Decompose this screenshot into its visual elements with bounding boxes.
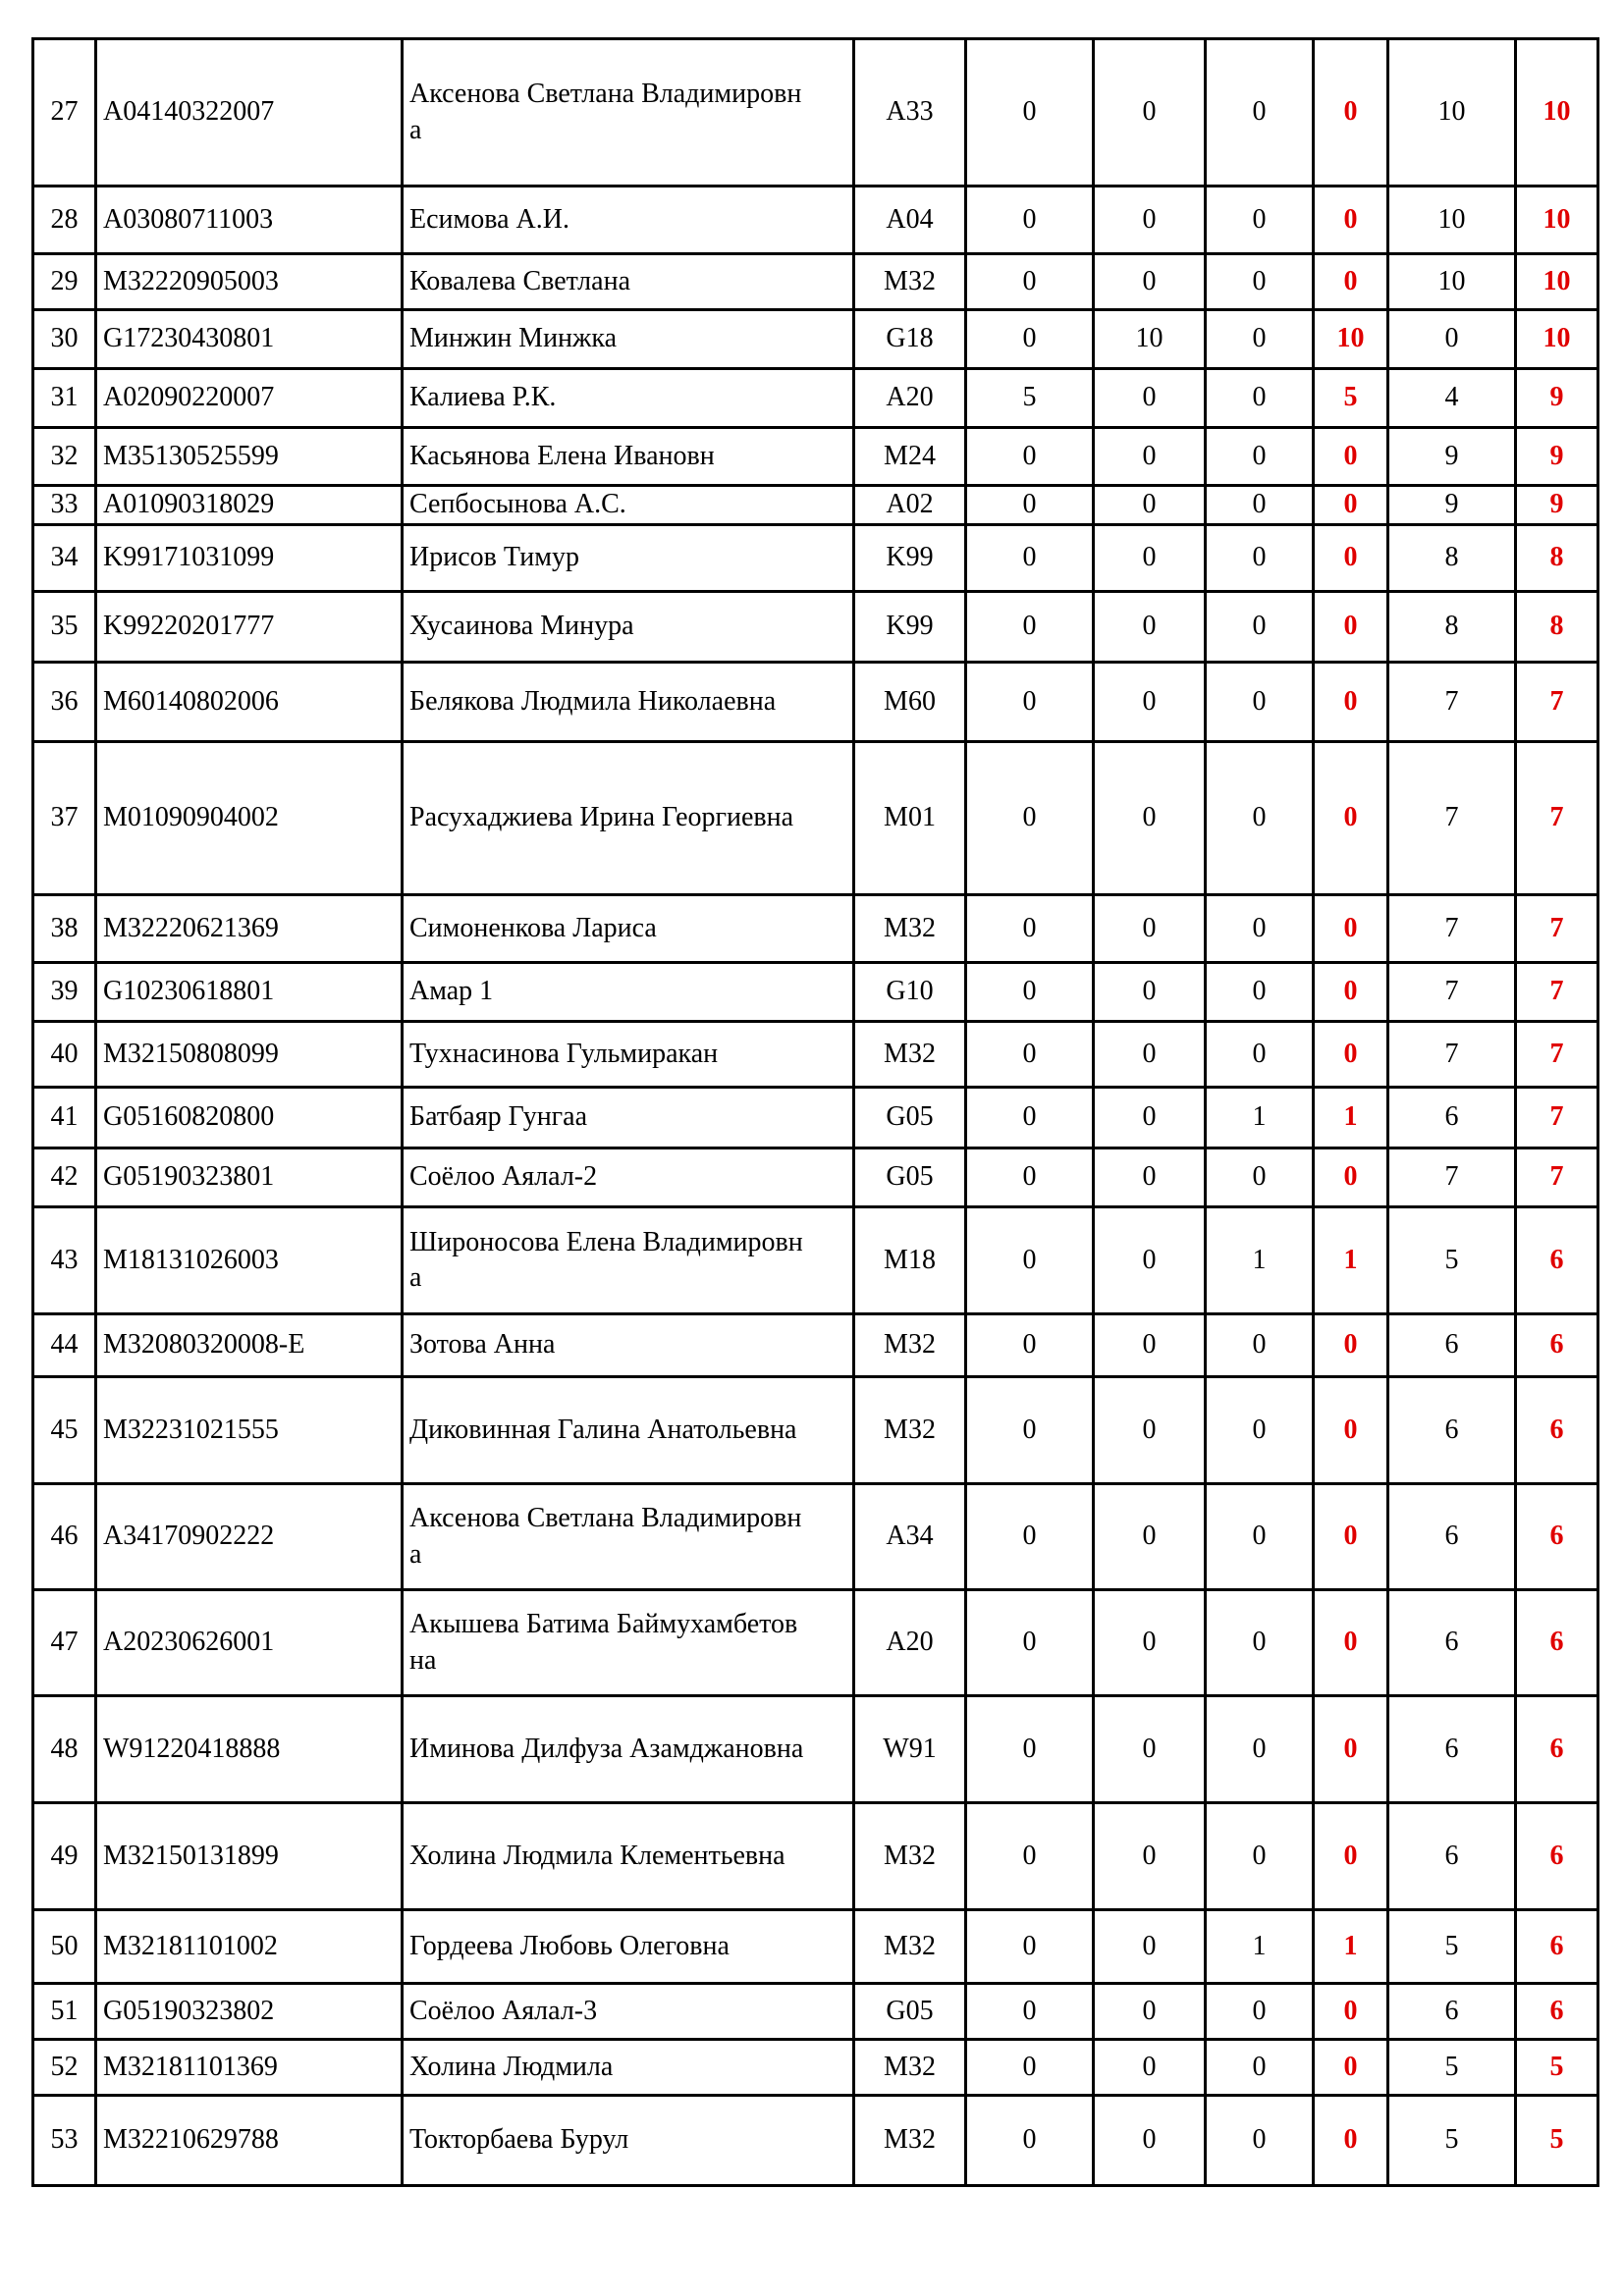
score-2-cell: 0 [1094, 963, 1206, 1022]
total-cell: 6 [1516, 1377, 1598, 1484]
group-code-cell: M32 [854, 895, 966, 963]
participant-name-cell: Расухаджиева Ирина Георгиевна [403, 742, 854, 895]
total-cell: 6 [1516, 1207, 1598, 1314]
participant-name-cell: Широносова Елена Владимировн а [403, 1207, 854, 1314]
id-code-cell: G05190323801 [96, 1148, 403, 1207]
participant-name-cell: Зотова Анна [403, 1314, 854, 1377]
subtotal-cell: 5 [1314, 369, 1388, 428]
participant-name-cell: Белякова Людмила Николаевна [403, 663, 854, 742]
row-number-cell: 52 [33, 2040, 96, 2096]
row-number-cell: 50 [33, 1910, 96, 1984]
total-cell: 7 [1516, 895, 1598, 963]
score-3-cell: 0 [1206, 663, 1314, 742]
subtotal-cell: 0 [1314, 1803, 1388, 1910]
participant-name-cell: Гордеева Любовь Олеговна [403, 1910, 854, 1984]
group-code-cell: G05 [854, 1148, 966, 1207]
participant-name-cell: Хусаинова Минура [403, 592, 854, 663]
table-row [33, 486, 1598, 525]
table-row [33, 39, 1598, 187]
score-4-cell: 7 [1388, 963, 1516, 1022]
table-row [33, 1803, 1598, 1910]
total-cell: 7 [1516, 963, 1598, 1022]
score-4-cell: 8 [1388, 525, 1516, 592]
subtotal-cell: 10 [1314, 310, 1388, 369]
participant-name-cell: Токторбаева Бурул [403, 2096, 854, 2186]
score-3-cell: 0 [1206, 592, 1314, 663]
score-3-cell: 1 [1206, 1207, 1314, 1314]
score-3-cell: 0 [1206, 1484, 1314, 1590]
total-cell: 8 [1516, 525, 1598, 592]
score-2-cell: 0 [1094, 742, 1206, 895]
subtotal-cell: 0 [1314, 1484, 1388, 1590]
id-code-cell: M32080320008-E [96, 1314, 403, 1377]
score-2-cell: 0 [1094, 663, 1206, 742]
id-code-cell: G10230618801 [96, 963, 403, 1022]
subtotal-cell: 0 [1314, 1314, 1388, 1377]
group-code-cell: A34 [854, 1484, 966, 1590]
group-code-cell: G10 [854, 963, 966, 1022]
score-2-cell: 0 [1094, 1148, 1206, 1207]
score-3-cell: 0 [1206, 310, 1314, 369]
group-code-cell: G18 [854, 310, 966, 369]
id-code-cell: M01090904002 [96, 742, 403, 895]
score-4-cell: 10 [1388, 39, 1516, 187]
score-4-cell: 5 [1388, 2096, 1516, 2186]
participant-name-cell: Амар 1 [403, 963, 854, 1022]
total-cell: 6 [1516, 1314, 1598, 1377]
participant-name-cell: Холина Людмила Клементьевна [403, 1803, 854, 1910]
group-code-cell: M32 [854, 1314, 966, 1377]
row-number-cell: 49 [33, 1803, 96, 1910]
score-1-cell: 0 [966, 2040, 1094, 2096]
score-1-cell: 0 [966, 1984, 1094, 2040]
subtotal-cell: 0 [1314, 2096, 1388, 2186]
table-row [33, 1910, 1598, 1984]
total-cell: 6 [1516, 1696, 1598, 1803]
subtotal-cell: 0 [1314, 486, 1388, 525]
group-code-cell: M32 [854, 254, 966, 310]
total-cell: 5 [1516, 2096, 1598, 2186]
group-code-cell: A04 [854, 187, 966, 254]
score-2-cell: 0 [1094, 1803, 1206, 1910]
id-code-cell: M32150131899 [96, 1803, 403, 1910]
table-row [33, 1022, 1598, 1088]
score-3-cell: 0 [1206, 2096, 1314, 2186]
score-2-cell: 0 [1094, 1696, 1206, 1803]
subtotal-cell: 0 [1314, 663, 1388, 742]
total-cell: 6 [1516, 1590, 1598, 1696]
group-code-cell: M32 [854, 1910, 966, 1984]
subtotal-cell: 1 [1314, 1207, 1388, 1314]
row-number-cell: 43 [33, 1207, 96, 1314]
score-3-cell: 0 [1206, 742, 1314, 895]
id-code-cell: G17230430801 [96, 310, 403, 369]
subtotal-cell: 0 [1314, 2040, 1388, 2096]
group-code-cell: M32 [854, 2096, 966, 2186]
score-3-cell: 0 [1206, 369, 1314, 428]
total-cell: 10 [1516, 310, 1598, 369]
score-3-cell: 0 [1206, 1590, 1314, 1696]
score-4-cell: 6 [1388, 1377, 1516, 1484]
score-4-cell: 7 [1388, 1022, 1516, 1088]
group-code-cell: A20 [854, 1590, 966, 1696]
row-number-cell: 46 [33, 1484, 96, 1590]
subtotal-cell: 0 [1314, 592, 1388, 663]
score-2-cell: 0 [1094, 895, 1206, 963]
score-4-cell: 9 [1388, 486, 1516, 525]
subtotal-cell: 0 [1314, 1377, 1388, 1484]
id-code-cell: M32150808099 [96, 1022, 403, 1088]
score-4-cell: 7 [1388, 742, 1516, 895]
id-code-cell: M32210629788 [96, 2096, 403, 2186]
table-row [33, 1314, 1598, 1377]
row-number-cell: 45 [33, 1377, 96, 1484]
score-2-cell: 0 [1094, 254, 1206, 310]
id-code-cell: M32181101369 [96, 2040, 403, 2096]
score-1-cell: 0 [966, 1148, 1094, 1207]
score-1-cell: 0 [966, 39, 1094, 187]
subtotal-cell: 0 [1314, 39, 1388, 187]
score-4-cell: 5 [1388, 1207, 1516, 1314]
score-1-cell: 0 [966, 1088, 1094, 1148]
id-code-cell: M32220621369 [96, 895, 403, 963]
row-number-cell: 34 [33, 525, 96, 592]
id-code-cell: M35130525599 [96, 428, 403, 486]
row-number-cell: 33 [33, 486, 96, 525]
participant-name-cell: Сепбосынова А.С. [403, 486, 854, 525]
participant-name-cell: Тухнасинова Гульмиракан [403, 1022, 854, 1088]
id-code-cell: K99220201777 [96, 592, 403, 663]
score-2-cell: 0 [1094, 525, 1206, 592]
row-number-cell: 32 [33, 428, 96, 486]
row-number-cell: 40 [33, 1022, 96, 1088]
score-3-cell: 0 [1206, 1803, 1314, 1910]
subtotal-cell: 0 [1314, 742, 1388, 895]
participant-name-cell: Батбаяр Гунгаа [403, 1088, 854, 1148]
total-cell: 7 [1516, 663, 1598, 742]
participant-name-cell: Акышева Батима Баймухамбетов на [403, 1590, 854, 1696]
row-number-cell: 47 [33, 1590, 96, 1696]
score-3-cell: 0 [1206, 1984, 1314, 2040]
score-3-cell: 0 [1206, 486, 1314, 525]
group-code-cell: M60 [854, 663, 966, 742]
row-number-cell: 31 [33, 369, 96, 428]
total-cell: 7 [1516, 1088, 1598, 1148]
score-4-cell: 6 [1388, 1590, 1516, 1696]
id-code-cell: A20230626001 [96, 1590, 403, 1696]
subtotal-cell: 0 [1314, 254, 1388, 310]
row-number-cell: 38 [33, 895, 96, 963]
score-4-cell: 6 [1388, 1984, 1516, 2040]
id-code-cell: M32220905003 [96, 254, 403, 310]
score-4-cell: 0 [1388, 310, 1516, 369]
score-3-cell: 0 [1206, 1696, 1314, 1803]
participant-name-cell: Аксенова Светлана Владимировн а [403, 39, 854, 187]
row-number-cell: 37 [33, 742, 96, 895]
score-1-cell: 0 [966, 2096, 1094, 2186]
total-cell: 7 [1516, 1022, 1598, 1088]
score-2-cell: 0 [1094, 1088, 1206, 1148]
participant-name-cell: Касьянова Елена Ивановн [403, 428, 854, 486]
score-4-cell: 8 [1388, 592, 1516, 663]
table-row [33, 592, 1598, 663]
subtotal-cell: 0 [1314, 1984, 1388, 2040]
score-4-cell: 10 [1388, 187, 1516, 254]
table-row [33, 895, 1598, 963]
score-1-cell: 0 [966, 742, 1094, 895]
group-code-cell: M18 [854, 1207, 966, 1314]
score-2-cell: 0 [1094, 1314, 1206, 1377]
total-cell: 5 [1516, 2040, 1598, 2096]
table-row [33, 428, 1598, 486]
score-1-cell: 0 [966, 310, 1094, 369]
total-cell: 6 [1516, 1910, 1598, 1984]
group-code-cell: K99 [854, 525, 966, 592]
score-4-cell: 5 [1388, 1910, 1516, 1984]
score-2-cell: 0 [1094, 2096, 1206, 2186]
score-4-cell: 6 [1388, 1696, 1516, 1803]
score-4-cell: 4 [1388, 369, 1516, 428]
total-cell: 6 [1516, 1484, 1598, 1590]
score-1-cell: 0 [966, 663, 1094, 742]
row-number-cell: 30 [33, 310, 96, 369]
score-2-cell: 0 [1094, 187, 1206, 254]
score-1-cell: 0 [966, 895, 1094, 963]
score-4-cell: 5 [1388, 2040, 1516, 2096]
id-code-cell: M60140802006 [96, 663, 403, 742]
group-code-cell: M32 [854, 1377, 966, 1484]
score-1-cell: 0 [966, 1696, 1094, 1803]
subtotal-cell: 0 [1314, 187, 1388, 254]
score-1-cell: 5 [966, 369, 1094, 428]
score-4-cell: 7 [1388, 895, 1516, 963]
row-number-cell: 51 [33, 1984, 96, 2040]
score-3-cell: 0 [1206, 2040, 1314, 2096]
id-code-cell: W91220418888 [96, 1696, 403, 1803]
score-2-cell: 0 [1094, 1022, 1206, 1088]
group-code-cell: K99 [854, 592, 966, 663]
total-cell: 10 [1516, 39, 1598, 187]
group-code-cell: M24 [854, 428, 966, 486]
id-code-cell: K99171031099 [96, 525, 403, 592]
score-2-cell: 0 [1094, 1377, 1206, 1484]
participant-name-cell: Аксенова Светлана Владимировн а [403, 1484, 854, 1590]
score-1-cell: 0 [966, 1207, 1094, 1314]
group-code-cell: G05 [854, 1088, 966, 1148]
score-1-cell: 0 [966, 1590, 1094, 1696]
subtotal-cell: 0 [1314, 1590, 1388, 1696]
participant-name-cell: Диковинная Галина Анатольевна [403, 1377, 854, 1484]
subtotal-cell: 0 [1314, 895, 1388, 963]
group-code-cell: M32 [854, 1803, 966, 1910]
score-3-cell: 0 [1206, 1377, 1314, 1484]
score-4-cell: 10 [1388, 254, 1516, 310]
table-row [33, 310, 1598, 369]
score-3-cell: 0 [1206, 895, 1314, 963]
table-row [33, 663, 1598, 742]
table-row [33, 1590, 1598, 1696]
participant-name-cell: Иминова Дилфуза Азамджановна [403, 1696, 854, 1803]
score-2-cell: 0 [1094, 1984, 1206, 2040]
participant-name-cell: Соёлоо Аялал-3 [403, 1984, 854, 2040]
id-code-cell: M18131026003 [96, 1207, 403, 1314]
id-code-cell: A03080711003 [96, 187, 403, 254]
group-code-cell: A20 [854, 369, 966, 428]
id-code-cell: A01090318029 [96, 486, 403, 525]
score-3-cell: 0 [1206, 963, 1314, 1022]
score-3-cell: 0 [1206, 1148, 1314, 1207]
table-row [33, 369, 1598, 428]
score-4-cell: 6 [1388, 1803, 1516, 1910]
score-1-cell: 0 [966, 428, 1094, 486]
id-code-cell: M32181101002 [96, 1910, 403, 1984]
total-cell: 7 [1516, 742, 1598, 895]
id-code-cell: G05160820800 [96, 1088, 403, 1148]
participant-name-cell: Симоненкова Лариса [403, 895, 854, 963]
score-3-cell: 1 [1206, 1088, 1314, 1148]
row-number-cell: 28 [33, 187, 96, 254]
subtotal-cell: 0 [1314, 525, 1388, 592]
total-cell: 7 [1516, 1148, 1598, 1207]
score-2-cell: 0 [1094, 39, 1206, 187]
score-4-cell: 7 [1388, 663, 1516, 742]
score-1-cell: 0 [966, 1484, 1094, 1590]
total-cell: 6 [1516, 1984, 1598, 2040]
score-4-cell: 6 [1388, 1484, 1516, 1590]
row-number-cell: 53 [33, 2096, 96, 2186]
table-row [33, 2040, 1598, 2096]
score-1-cell: 0 [966, 254, 1094, 310]
table-row [33, 1377, 1598, 1484]
score-3-cell: 0 [1206, 1314, 1314, 1377]
score-2-cell: 0 [1094, 1590, 1206, 1696]
row-number-cell: 27 [33, 39, 96, 187]
group-code-cell: M32 [854, 1022, 966, 1088]
score-2-cell: 0 [1094, 2040, 1206, 2096]
subtotal-cell: 0 [1314, 428, 1388, 486]
total-cell: 9 [1516, 369, 1598, 428]
participant-name-cell: Калиева Р.К. [403, 369, 854, 428]
score-2-cell: 0 [1094, 486, 1206, 525]
score-3-cell: 0 [1206, 428, 1314, 486]
id-code-cell: M32231021555 [96, 1377, 403, 1484]
group-code-cell: A33 [854, 39, 966, 187]
score-1-cell: 0 [966, 525, 1094, 592]
table-row [33, 1088, 1598, 1148]
id-code-cell: G05190323802 [96, 1984, 403, 2040]
participant-name-cell: Холина Людмила [403, 2040, 854, 2096]
score-1-cell: 0 [966, 1803, 1094, 1910]
score-3-cell: 0 [1206, 1022, 1314, 1088]
score-4-cell: 6 [1388, 1088, 1516, 1148]
group-code-cell: W91 [854, 1696, 966, 1803]
subtotal-cell: 1 [1314, 1910, 1388, 1984]
row-number-cell: 44 [33, 1314, 96, 1377]
total-cell: 10 [1516, 254, 1598, 310]
row-number-cell: 36 [33, 663, 96, 742]
group-code-cell: M01 [854, 742, 966, 895]
score-2-cell: 0 [1094, 369, 1206, 428]
score-4-cell: 9 [1388, 428, 1516, 486]
score-2-cell: 0 [1094, 428, 1206, 486]
table-body [33, 39, 1598, 2186]
score-3-cell: 0 [1206, 254, 1314, 310]
total-cell: 8 [1516, 592, 1598, 663]
score-2-cell: 10 [1094, 310, 1206, 369]
score-2-cell: 0 [1094, 1910, 1206, 1984]
table-row [33, 1484, 1598, 1590]
table-row [33, 1696, 1598, 1803]
subtotal-cell: 0 [1314, 1148, 1388, 1207]
score-1-cell: 0 [966, 187, 1094, 254]
participant-name-cell: Соёлоо Аялал-2 [403, 1148, 854, 1207]
score-3-cell: 0 [1206, 525, 1314, 592]
score-1-cell: 0 [966, 1022, 1094, 1088]
subtotal-cell: 0 [1314, 963, 1388, 1022]
row-number-cell: 42 [33, 1148, 96, 1207]
row-number-cell: 48 [33, 1696, 96, 1803]
results-table [31, 37, 1599, 2187]
table-row [33, 1148, 1598, 1207]
subtotal-cell: 0 [1314, 1022, 1388, 1088]
score-2-cell: 0 [1094, 1207, 1206, 1314]
total-cell: 9 [1516, 486, 1598, 525]
table-row [33, 187, 1598, 254]
score-2-cell: 0 [1094, 592, 1206, 663]
id-code-cell: A34170902222 [96, 1484, 403, 1590]
score-1-cell: 0 [966, 963, 1094, 1022]
score-1-cell: 0 [966, 1910, 1094, 1984]
table-row [33, 1207, 1598, 1314]
id-code-cell: A02090220007 [96, 369, 403, 428]
total-cell: 10 [1516, 187, 1598, 254]
group-code-cell: M32 [854, 2040, 966, 2096]
row-number-cell: 41 [33, 1088, 96, 1148]
score-3-cell: 0 [1206, 39, 1314, 187]
score-2-cell: 0 [1094, 1484, 1206, 1590]
total-cell: 6 [1516, 1803, 1598, 1910]
participant-name-cell: Есимова А.И. [403, 187, 854, 254]
group-code-cell: A02 [854, 486, 966, 525]
score-1-cell: 0 [966, 1377, 1094, 1484]
participant-name-cell: Минжин Минжка [403, 310, 854, 369]
table-row [33, 254, 1598, 310]
subtotal-cell: 1 [1314, 1088, 1388, 1148]
score-1-cell: 0 [966, 486, 1094, 525]
table-row [33, 963, 1598, 1022]
score-4-cell: 6 [1388, 1314, 1516, 1377]
score-3-cell: 1 [1206, 1910, 1314, 1984]
table-row [33, 525, 1598, 592]
score-1-cell: 0 [966, 1314, 1094, 1377]
row-number-cell: 29 [33, 254, 96, 310]
table-row [33, 1984, 1598, 2040]
score-4-cell: 7 [1388, 1148, 1516, 1207]
score-3-cell: 0 [1206, 187, 1314, 254]
row-number-cell: 35 [33, 592, 96, 663]
participant-name-cell: Ковалева Светлана [403, 254, 854, 310]
score-1-cell: 0 [966, 592, 1094, 663]
table-row [33, 2096, 1598, 2186]
row-number-cell: 39 [33, 963, 96, 1022]
participant-name-cell: Ирисов Тимур [403, 525, 854, 592]
id-code-cell: A04140322007 [96, 39, 403, 187]
total-cell: 9 [1516, 428, 1598, 486]
subtotal-cell: 0 [1314, 1696, 1388, 1803]
group-code-cell: G05 [854, 1984, 966, 2040]
table-row [33, 742, 1598, 895]
